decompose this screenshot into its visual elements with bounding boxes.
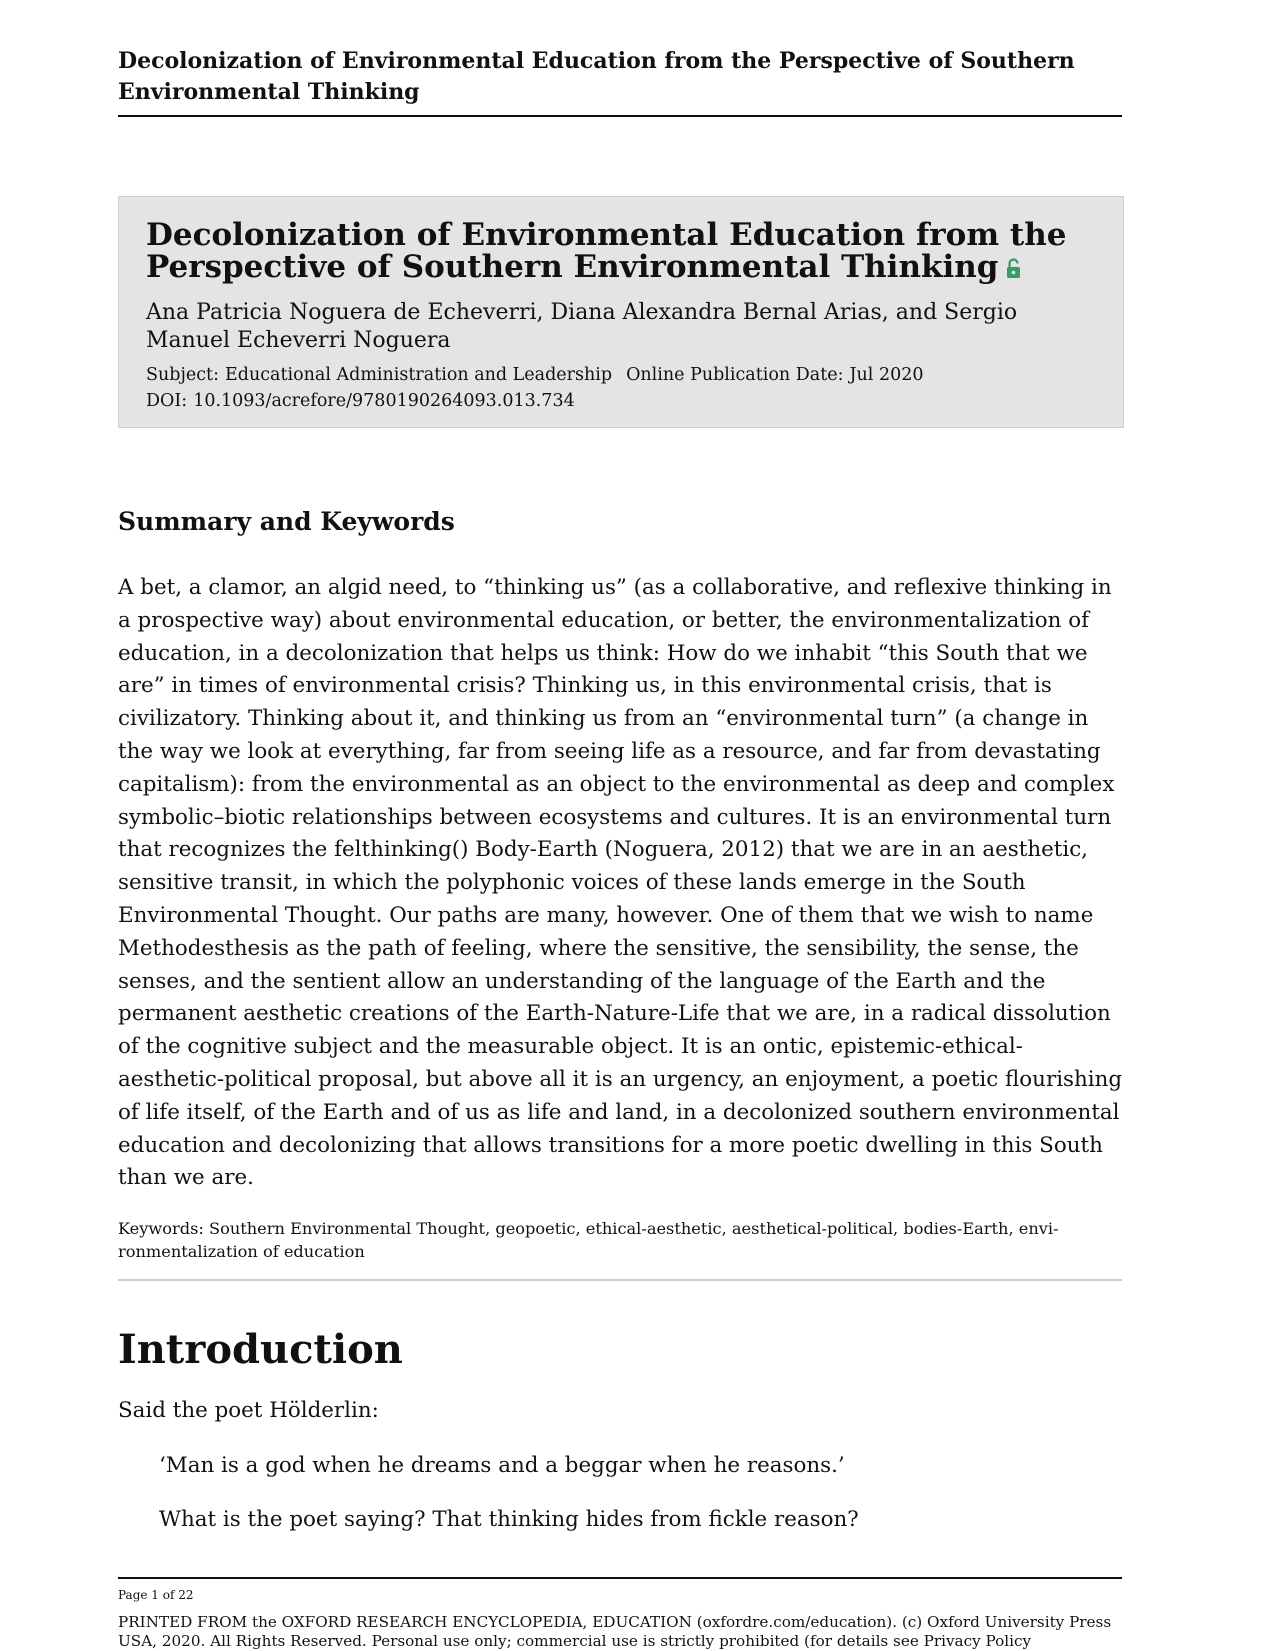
introduction-heading: Introduction — [118, 1326, 403, 1373]
article-title — [146, 219, 1096, 285]
footer-divider — [118, 1577, 1122, 1579]
keywords: Keywords: Southern Environmental Thought, geopoetic, ethical-aesthetic, aesthetical-political, bodies-Earth, environmentalization of education — [118, 1219, 1059, 1261]
pubdate-value: Jul 2020 — [849, 365, 924, 385]
abstract-paragraph: A bet, a clamor, an algid need, to “thinking us” (as a collaborative, and reflexive thinking in a prospective way) about environmental education, or better, the environmentalization of education, in a decolonization that helps us think: How do we inhabit “this South that we are” in times of environmental crisis? Thinking us, in this environmental crisis, that is civilizatory. Thinking about it, and thinking us from an “environmental turn” (a change in the way we look at everything, far from seeing life as a resource, and far from devastating capitalism): from the environmental as an object to the environmental as deep and complex symbolic–biotic relationships between ecosystems and cultures. It is an environmental turn that recognizes the felthinking() Body-Earth (Noguera, 2012) that we are in an aesthetic, sensitive transit, in which the polyphonic voices of these lands emerge in the South Environmental Thought. Our paths are many, however. One of them that we wish to name Methodesthesis as the path of feeling, where the sensitive, the sensibility, the sense, the senses, and the sentient allow an understanding of the language of the Earth and the permanent aesthetic creations of the Earth-Nature-Life that we are, in a radical dissolution of the cognitive subject and the measurable object. It is an ontic, epistemic-ethical-aesthetic-political proposal, but above all it is an urgency, an enjoyment, a poetic flourishing of life itself, of the Earth and of us as life and land, in a decolonized southern environmental education and decolonizing that allows transitions for a more poetic dwelling in this South than we are. — [118, 575, 1123, 1191]
subject-value[interactable]: Educational Administration and Leadership — [224, 365, 613, 385]
subject-label: Subject: — [146, 365, 219, 385]
summary-heading: Summary and Keywords — [118, 507, 455, 536]
subject-pubdate-row — [146, 362, 1096, 388]
article-title-text: Decolonization of Environmental Education from the Perspective of Southern Environmental Thinking — [146, 217, 1067, 285]
poet-question: What is the poet saying? That thinking hides from fickle reason? — [159, 1507, 859, 1532]
section-divider — [118, 1279, 1122, 1281]
doi-value[interactable]: 10.1093/acrefore/9780190264093.013.734 — [193, 391, 575, 411]
open-access-lock-icon — [1006, 253, 1021, 285]
article-metadata — [146, 362, 1096, 414]
doi-row — [146, 388, 1096, 414]
article-authors: Ana Patricia Noguera de Echeverri, Diana Alexandra Bernal Arias, and Sergio Manuel Echeverri Noguera — [146, 300, 1018, 353]
article-title-box — [118, 196, 1124, 428]
copyright-notice: PRINTED FROM the OXFORD RESEARCH ENCYCLOPEDIA, EDUCATION (oxfordre.com/education). (c) Oxford University Press USA, 2020. All Rights Reserved. Personal use only; commercial use is strictly prohibited (for details see Privacy Policy — [118, 1613, 1112, 1650]
page-number: Page 1 of 22 — [118, 1588, 194, 1602]
running-header: Decolonization of Environmental Education from the Perspective of Southern Environmental Thinking — [118, 46, 1122, 117]
introduction-paragraph: Said the poet Hölderlin: — [118, 1398, 379, 1423]
doi-label: DOI: — [146, 391, 188, 411]
holderlin-quote: ‘Man is a god when he dreams and a beggar when he reasons.’ — [159, 1453, 845, 1478]
pubdate-label: Online Publication Date: — [626, 365, 844, 385]
